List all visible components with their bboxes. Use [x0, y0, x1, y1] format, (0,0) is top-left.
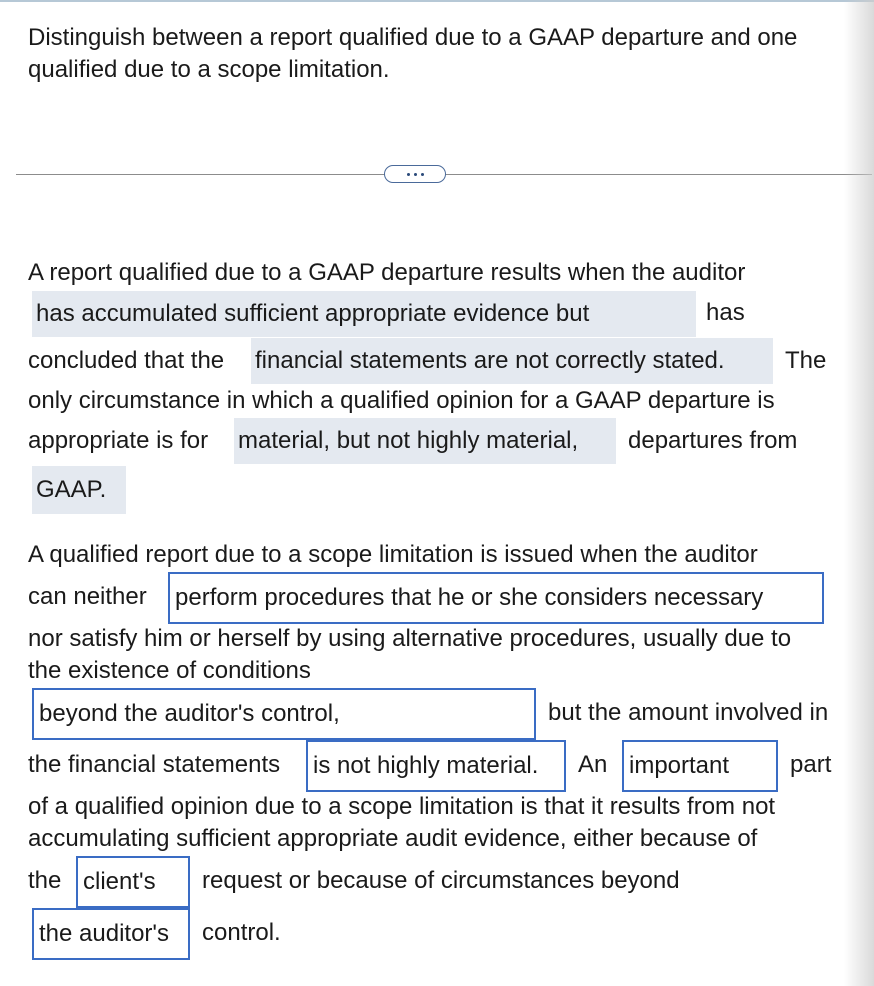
scope-line-6: accumulating sufficient appropriate audit evidence, either because of [28, 825, 758, 852]
scope-answer-4-dropdown[interactable]: important [622, 740, 778, 792]
gaap-after-2: The [785, 347, 827, 374]
scope-before-7: the [28, 867, 62, 894]
gaap-before-4: appropriate is for [28, 427, 209, 454]
gaap-line-3: only circumstance in which a qualified opinion for a GAAP departure is [28, 387, 775, 414]
gaap-before-2: concluded that the [28, 347, 225, 374]
scope-answer-1-dropdown[interactable]: perform procedures that he or she considers necessary [168, 572, 824, 624]
top-border [0, 0, 874, 2]
gaap-answer-1: has accumulated sufficient appropriate evidence but [32, 291, 696, 337]
scope-answer-5-dropdown[interactable]: client's [76, 856, 190, 908]
ellipsis-icon[interactable] [384, 165, 446, 183]
gaap-answer-3: material, but not highly material, [234, 418, 616, 464]
scope-after-8: control. [202, 919, 281, 946]
scope-before-3: the financial statements [28, 751, 281, 778]
scroll-shadow [844, 0, 874, 986]
scope-after-2: but the amount involved in [548, 699, 829, 726]
scope-line-3: the existence of conditions [28, 657, 311, 684]
scope-answer-3-dropdown[interactable]: is not highly material. [306, 740, 566, 792]
gaap-intro: A report qualified due to a GAAP departure results when the auditor [28, 259, 746, 286]
gaap-answer-2: financial statements are not correctly stated. [251, 338, 773, 384]
scope-after-7: request or because of circumstances beyond [202, 867, 680, 894]
scope-answer-2-dropdown[interactable]: beyond the auditor's control, [32, 688, 536, 740]
gaap-after-1: has [706, 299, 745, 326]
scope-mid-3: An [578, 751, 608, 778]
scope-line-2: nor satisfy him or herself by using alternative procedures, usually due to [28, 625, 792, 652]
scope-after-3: part [790, 751, 832, 778]
gaap-after-4: departures from [628, 427, 798, 454]
scope-answer-6-dropdown[interactable]: the auditor's [32, 908, 190, 960]
scope-before-1: can neither [28, 583, 147, 610]
gaap-answer-4: GAAP. [32, 466, 126, 514]
scope-intro: A qualified report due to a scope limitation is issued when the auditor [28, 541, 758, 568]
scope-line-5: of a qualified opinion due to a scope limitation is that it results from not [28, 793, 776, 820]
question-text: Distinguish between a report qualified due to a GAAP departure and one qualified due to a scope limitation. [28, 24, 798, 83]
